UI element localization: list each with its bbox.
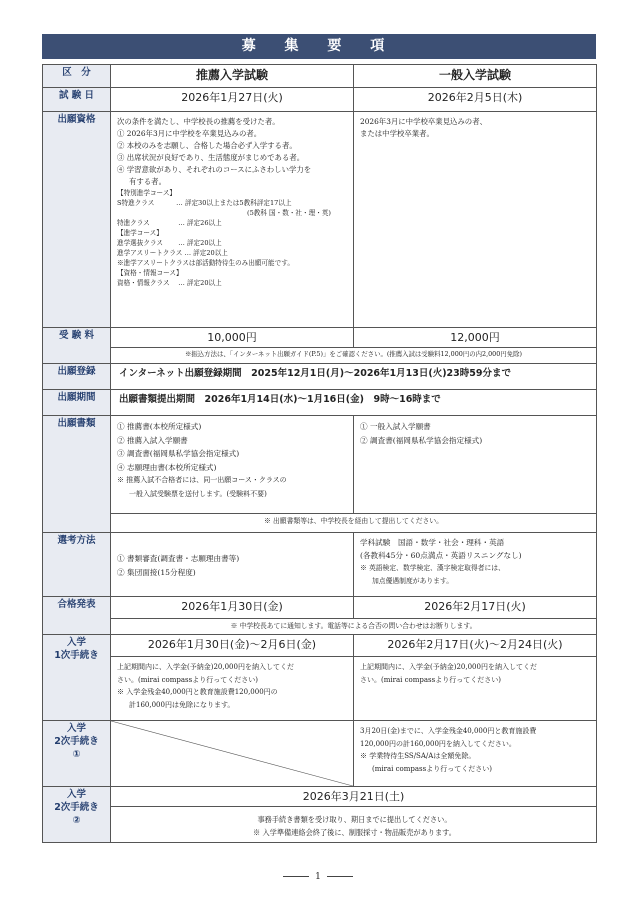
proc2a-general	[354, 721, 597, 787]
selection-item: ※ 英語検定、数学検定、漢字検定取得者には、	[360, 564, 505, 572]
proc1-label-line: 1次手続き	[54, 650, 99, 661]
proc1-line: さい。(mirai compassより行ってください)	[117, 675, 258, 684]
footer-rule-left	[283, 876, 309, 877]
course-line: 資格・情報クラス … 評定20以上	[117, 279, 222, 287]
page-footer	[0, 872, 636, 882]
eligibility-row	[43, 112, 597, 328]
page-number: 1	[315, 872, 321, 882]
proc1-recommendation	[111, 657, 354, 721]
eligibility-line: 2026年3月に中学校卒業見込みの者、	[360, 117, 487, 126]
registration-period: インターネット出願登録期間 2025年12月1日(月)～2026年1月13日(火)23時59分まで	[111, 364, 597, 390]
document-item: ※ 推薦入試不合格者には、同一出願コース・クラスの	[117, 476, 287, 484]
proc1-date-general: 2026年2月17日(火)～2月24日(火)	[354, 635, 597, 657]
proc2b-text-row	[43, 807, 597, 843]
fee-note-row	[43, 348, 597, 364]
document-item: ① 推薦書(本校所定様式)	[117, 422, 202, 431]
proc2a-line: (mirai compassより行ってください)	[372, 764, 492, 773]
course-line: 進学アスリートクラス … 評定20以上	[117, 249, 228, 257]
document-item: ② 推薦入試入学願書	[117, 435, 188, 445]
proc1-line: ※ 入学金残金40,000円と教育施設費120,000円の	[117, 688, 278, 696]
selection-item: (各教科45分・60点満点・英語リスニングなし)	[360, 550, 522, 560]
documents-label: 出願書類	[43, 416, 111, 533]
proc1-text-row	[43, 657, 597, 721]
proc2b-text	[111, 807, 597, 843]
course-line: 【資格・情報コース】	[117, 269, 183, 277]
proc2b-label-line: 2次手続き	[54, 802, 99, 813]
exam-date-row	[43, 88, 597, 112]
documents-note-row	[43, 514, 597, 533]
proc2a-line: 3月20日(金)までに、入学金残金40,000円と教育施設費	[360, 727, 537, 735]
exam-date-general: 2026年2月5日(木)	[354, 88, 597, 112]
application-period-label: 出願期間	[43, 390, 111, 416]
proc1-line: 計160,000円は免除になります。	[129, 700, 235, 709]
footer-rule-right	[327, 876, 353, 877]
requirements-table	[42, 64, 597, 843]
proc2b-label-line: ②	[72, 815, 81, 826]
proc2a-label-line: ①	[72, 749, 81, 760]
recommendation-exam-header: 推薦入学試験	[111, 65, 354, 88]
proc2b-date: 2026年3月21日(土)	[111, 787, 597, 807]
proc2b-label	[43, 787, 111, 843]
results-label: 合格発表	[43, 597, 111, 635]
eligibility-line: または中学校卒業者。	[360, 129, 434, 138]
category-label: 区 分	[43, 65, 111, 88]
proc2b-label-line: 入学	[66, 789, 86, 800]
document-item: ① 一般入試入学願書	[360, 422, 431, 431]
registration-row	[43, 364, 597, 390]
proc2a-label	[43, 721, 111, 787]
course-line: 進学選抜クラス … 評定20以上	[117, 239, 222, 247]
results-note: ※ 中学校長あてに通知します。電話等による合否の問い合わせはお断りします。	[111, 619, 597, 635]
selection-row	[43, 533, 597, 597]
documents-general	[354, 416, 597, 514]
document-item: 一般入試受験票を送付します。(受験料不要)	[129, 489, 267, 498]
proc2a-line: 120,000円の計160,000円を納入してください。	[360, 739, 516, 748]
selection-recommendation	[111, 533, 354, 597]
registration-label: 出願登録	[43, 364, 111, 390]
fee-recommendation: 10,000円	[111, 328, 354, 348]
selection-item: 学科試験 国語・数学・社会・理科・英語	[360, 538, 505, 547]
eligibility-line: ② 本校のみを志願し、合格した場合必ず入学する者。	[117, 141, 297, 150]
eligibility-line: ④ 学習意欲があり、それぞれのコースにふさわしい学力を	[117, 165, 312, 174]
header-row	[43, 65, 597, 88]
proc2a-label-line: 入学	[66, 723, 86, 734]
results-note-row	[43, 619, 597, 635]
eligibility-label: 出願資格	[43, 112, 111, 328]
diagonal-line	[111, 721, 353, 786]
results-recommendation: 2026年1月30日(金)	[111, 597, 354, 619]
proc1-line: 上記期間内に、入学金(予納金)20,000円を納入してくだ	[117, 663, 294, 671]
eligibility-line: 有する者。	[129, 177, 166, 186]
course-line: S特進クラス … 評定30以上または5教科評定17以上	[117, 199, 292, 207]
course-line: (5教科 国・数・社・理・英)	[247, 209, 331, 217]
application-period-row	[43, 390, 597, 416]
selection-item: 加点優遇制度があります。	[372, 576, 454, 585]
results-general: 2026年2月17日(火)	[354, 597, 597, 619]
document-item: ③ 調査書(福岡県私学協会指定様式)	[117, 449, 240, 458]
proc2a-line: ※ 学業特待生SS/SA/Aは全額免除。	[360, 752, 476, 760]
page-title: 募 集 要 項	[42, 34, 596, 59]
proc1-general	[354, 657, 597, 721]
exam-date-label: 試 験 日	[43, 88, 111, 112]
general-exam-header: 一般入学試験	[354, 65, 597, 88]
proc1-line: さい。(mirai compassより行ってください)	[360, 675, 501, 684]
fee-general: 12,000円	[354, 328, 597, 348]
fee-label: 受 験 料	[43, 328, 111, 364]
application-period: 出願書類提出期間 2026年1月14日(水)～1月16日(金) 9時～16時まで	[111, 390, 597, 416]
document-item: ④ 志願理由書(本校所定様式)	[117, 462, 217, 472]
fee-row	[43, 328, 597, 348]
eligibility-general	[354, 112, 597, 328]
proc2b-line: ※ 入学準備連絡会終了後に、制服採寸・物品販売があります。	[253, 827, 456, 837]
course-line: 特進クラス … 評定26以上	[117, 219, 222, 227]
proc2a-label-line: 2次手続き	[54, 736, 99, 747]
proc1-label	[43, 635, 111, 721]
documents-recommendation	[111, 416, 354, 514]
documents-note: ※ 出願書類等は、中学校長を経由して提出してください。	[111, 514, 597, 533]
selection-item: ① 書類審査(調査書・志願理由書等)	[117, 554, 240, 563]
proc2a-row	[43, 721, 597, 787]
eligibility-line: ③ 出席状況が良好であり、生活態度がまじめである者。	[117, 153, 305, 162]
course-line: ※進学アスリートクラスは部活動特待生のみ出願可能です。	[117, 259, 294, 267]
proc2b-line: 事務手続き書類を受け取り、期日までに提出してください。	[257, 814, 452, 824]
selection-item: ② 集団面接(15分程度)	[117, 567, 196, 577]
eligibility-line: 次の条件を満たし、中学校長の推薦を受けた者。	[117, 117, 280, 126]
document-item: ② 調査書(福岡県私学協会指定様式)	[360, 435, 483, 445]
proc1-label-line: 入学	[66, 637, 86, 648]
proc1-line: 上記期間内に、入学金(予納金)20,000円を納入してくだ	[360, 663, 537, 671]
exam-date-recommendation: 2026年1月27日(火)	[111, 88, 354, 112]
proc2a-not-applicable	[111, 721, 354, 787]
documents-row	[43, 416, 597, 514]
selection-general	[354, 533, 597, 597]
fee-note: ※振込方法は、「インターネット出願ガイド(P.5)」をご確認ください。(推薦入試は受験料12,000円の内2,000円免除)	[111, 348, 597, 364]
course-line: 【進学コース】	[117, 229, 163, 237]
proc1-date-row	[43, 635, 597, 657]
proc1-date-recommendation: 2026年1月30日(金)～2月6日(金)	[111, 635, 354, 657]
proc2b-date-row	[43, 787, 597, 807]
course-line: 【特別進学コース】	[117, 189, 177, 197]
selection-label: 選考方法	[43, 533, 111, 597]
eligibility-recommendation	[111, 112, 354, 328]
eligibility-line: ① 2026年3月に中学校を卒業見込みの者。	[117, 129, 262, 138]
results-row	[43, 597, 597, 619]
